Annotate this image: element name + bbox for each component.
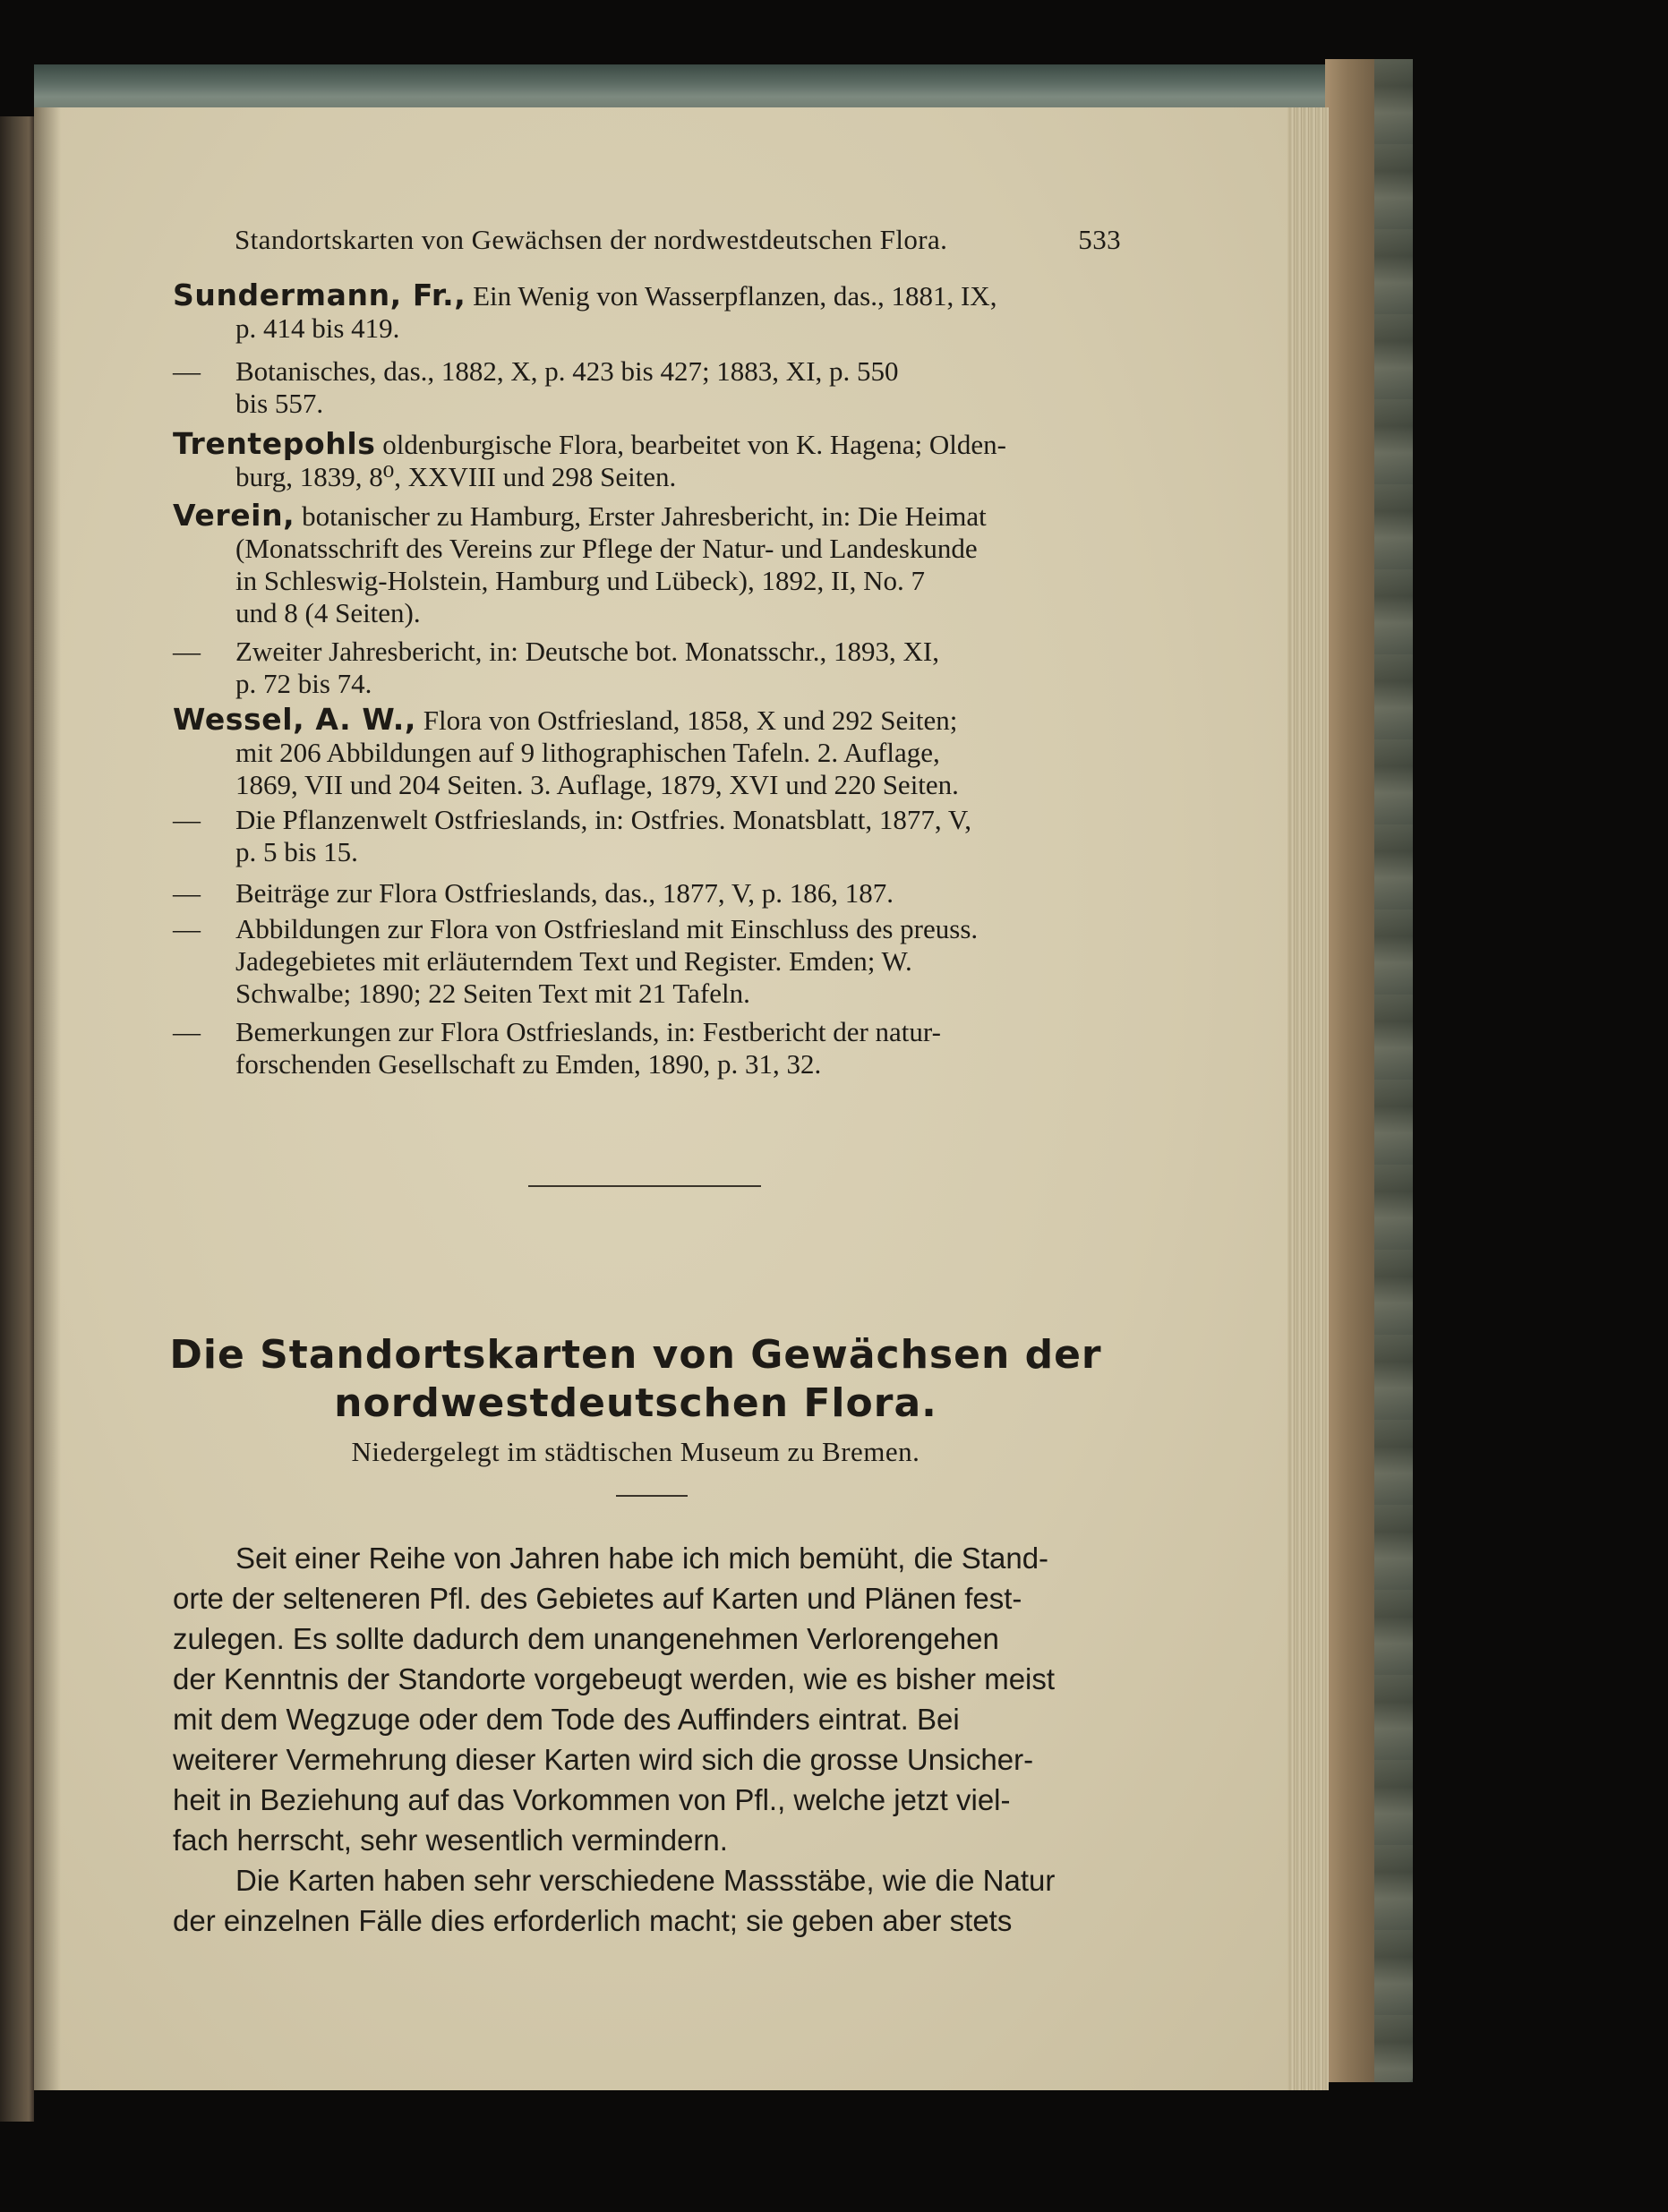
bib-line: mit 206 Abbildungen auf 9 lithographischen Tafeln. 2. Auflage, [235,737,940,768]
section-title-line2: nordwestdeutschen Flora. [334,1380,937,1426]
section-title-line1: Die Standortskarten von Gewächsen der [169,1332,1102,1378]
bib-line: Schwalbe; 1890; 22 Seiten Text mit 21 Tafeln. [235,978,750,1009]
bib-line: forschenden Gesellschaft zu Emden, 1890, p. 31, 32. [235,1048,822,1080]
bib-line: in Schleswig-Holstein, Hamburg und Lübeck), 1892, II, No. 7 [235,565,926,596]
bib-line: Ein Wenig von Wasserpflanzen, das., 1881, IX, [473,280,997,312]
body-line: mit dem Wegzuge oder dem Tode des Auffinders eintrat. Bei [173,1703,960,1736]
bib-entry: — Bemerkungen zur Flora Ostfrieslands, in: Festbericht der natur- forschenden Gesellschaft zu Emden, 1890, p. 31, 32. [173,1016,1117,1080]
running-title: Standortskarten von Gewächsen der nordwestdeutschen Flora. [235,224,948,255]
bib-author: Sundermann, Fr., [173,278,466,312]
bib-entry [173,704,1117,801]
body-paragraph-2-cont [173,1900,1117,1941]
bib-line: p. 414 bis 419. [235,312,400,344]
subtitle-rule [616,1495,688,1497]
bib-line: und 8 (4 Seiten). [235,597,421,628]
bib-author: Wessel, A. W., [173,702,416,737]
bib-line: Zweiter Jahresbericht, in: Deutsche bot. Monatsschr., 1893, XI, [235,636,940,667]
bib-line: Beiträge zur Flora Ostfrieslands, das., 1877, V, p. 186, 187. [235,877,894,909]
body-line: der einzelnen Fälle dies erforderlich macht; sie geben aber stets [173,1904,1013,1937]
bib-line: (Monatsschrift des Vereins zur Pflege der Natur- und Landeskunde [235,533,978,564]
body-paragraph-1-cont [173,1578,1117,1860]
body-line: fach herrscht, sehr wesentlich vermindern. [173,1823,728,1857]
bib-line: p. 5 bis 15. [235,836,358,867]
running-header [235,224,1121,260]
bib-line: Jadegebietes mit erläuterndem Text und Register. Emden; W. [235,945,912,977]
bib-line: Abbildungen zur Flora von Ostfriesland mit Einschluss des preuss. [235,913,979,944]
body-line: zulegen. Es sollte dadurch dem unangenehmen Verlorengehen [173,1622,999,1655]
bib-entry: — Beiträge zur Flora Ostfrieslands, das., 1877, V, p. 186, 187. [173,877,894,909]
body-paragraph-2 [173,1860,1117,1900]
bib-entry [173,428,1117,493]
body-line: Seit einer Reihe von Jahren habe ich mich bemüht, die Stand- [235,1542,1049,1575]
bib-line: oldenburgische Flora, bearbeitet von K. Hagena; Olden- [382,429,1006,460]
section-subtitle: Niedergelegt im städtischen Museum zu Bremen. [351,1436,920,1467]
book-cover-marbled-band [1374,59,1413,2082]
book-spine-left [0,116,34,2122]
bib-author: Trentepohls [173,426,376,461]
page-gutter-shadow [34,107,61,2090]
bib-entry [173,500,1117,629]
bib-line: Bemerkungen zur Flora Ostfrieslands, in: Festbericht der natur- [235,1016,941,1047]
bib-line: Botanisches, das., 1882, X, p. 423 bis 427; 1883, XI, p. 550 [235,355,899,387]
page-stack-edge [1287,107,1329,2090]
page-number: 533 [1078,224,1121,255]
bib-entry: — Abbildungen zur Flora von Ostfriesland mit Einschluss des preuss. Jadegebietes mit erläuterndem Text und Register. Emden; W. Schwalbe; 1890; 22 Seiten Text mit 21 Tafeln. [173,913,1117,1010]
bib-line: burg, 1839, 8⁰, XXVIII und 298 Seiten. [235,461,677,492]
body-line: der Kenntnis der Standorte vorgebeugt werden, wie es bisher meist [173,1662,1056,1695]
body-line: weiterer Vermehrung dieser Karten wird sich die grosse Unsicher- [173,1743,1034,1776]
bib-line: p. 72 bis 74. [235,668,372,699]
bib-entry: — Zweiter Jahresbericht, in: Deutsche bot. Monatsschr., 1893, XI, p. 72 bis 74. [173,636,1117,700]
bib-line: bis 557. [235,388,324,419]
body-line: heit in Beziehung auf das Vorkommen von Pfl., welche jetzt viel- [173,1783,1011,1816]
bib-line: 1869, VII und 204 Seiten. 3. Auflage, 1879, XVI und 220 Seiten. [235,769,959,800]
body-paragraph-1 [173,1538,1117,1578]
section-divider-rule [528,1185,761,1187]
bib-entry [173,279,1117,345]
bib-line: Die Pflanzenwelt Ostfrieslands, in: Ostfries. Monatsblatt, 1877, V, [235,804,971,835]
bib-line: botanischer zu Hamburg, Erster Jahresbericht, in: Die Heimat [302,500,987,532]
bib-entry: — Die Pflanzenwelt Ostfrieslands, in: Ostfries. Monatsblatt, 1877, V, p. 5 bis 15. [173,804,1117,868]
bib-line: Flora von Ostfriesland, 1858, X und 292 Seiten; [423,705,958,736]
bib-author: Verein, [173,498,295,533]
bib-entry: — Botanisches, das., 1882, X, p. 423 bis 427; 1883, XI, p. 550 bis 557. [173,355,1117,420]
body-line: orte der selteneren Pfl. des Gebietes auf Karten und Plänen fest- [173,1582,1022,1615]
body-line: Die Karten haben sehr verschiedene Massstäbe, wie die Natur [235,1864,1056,1897]
